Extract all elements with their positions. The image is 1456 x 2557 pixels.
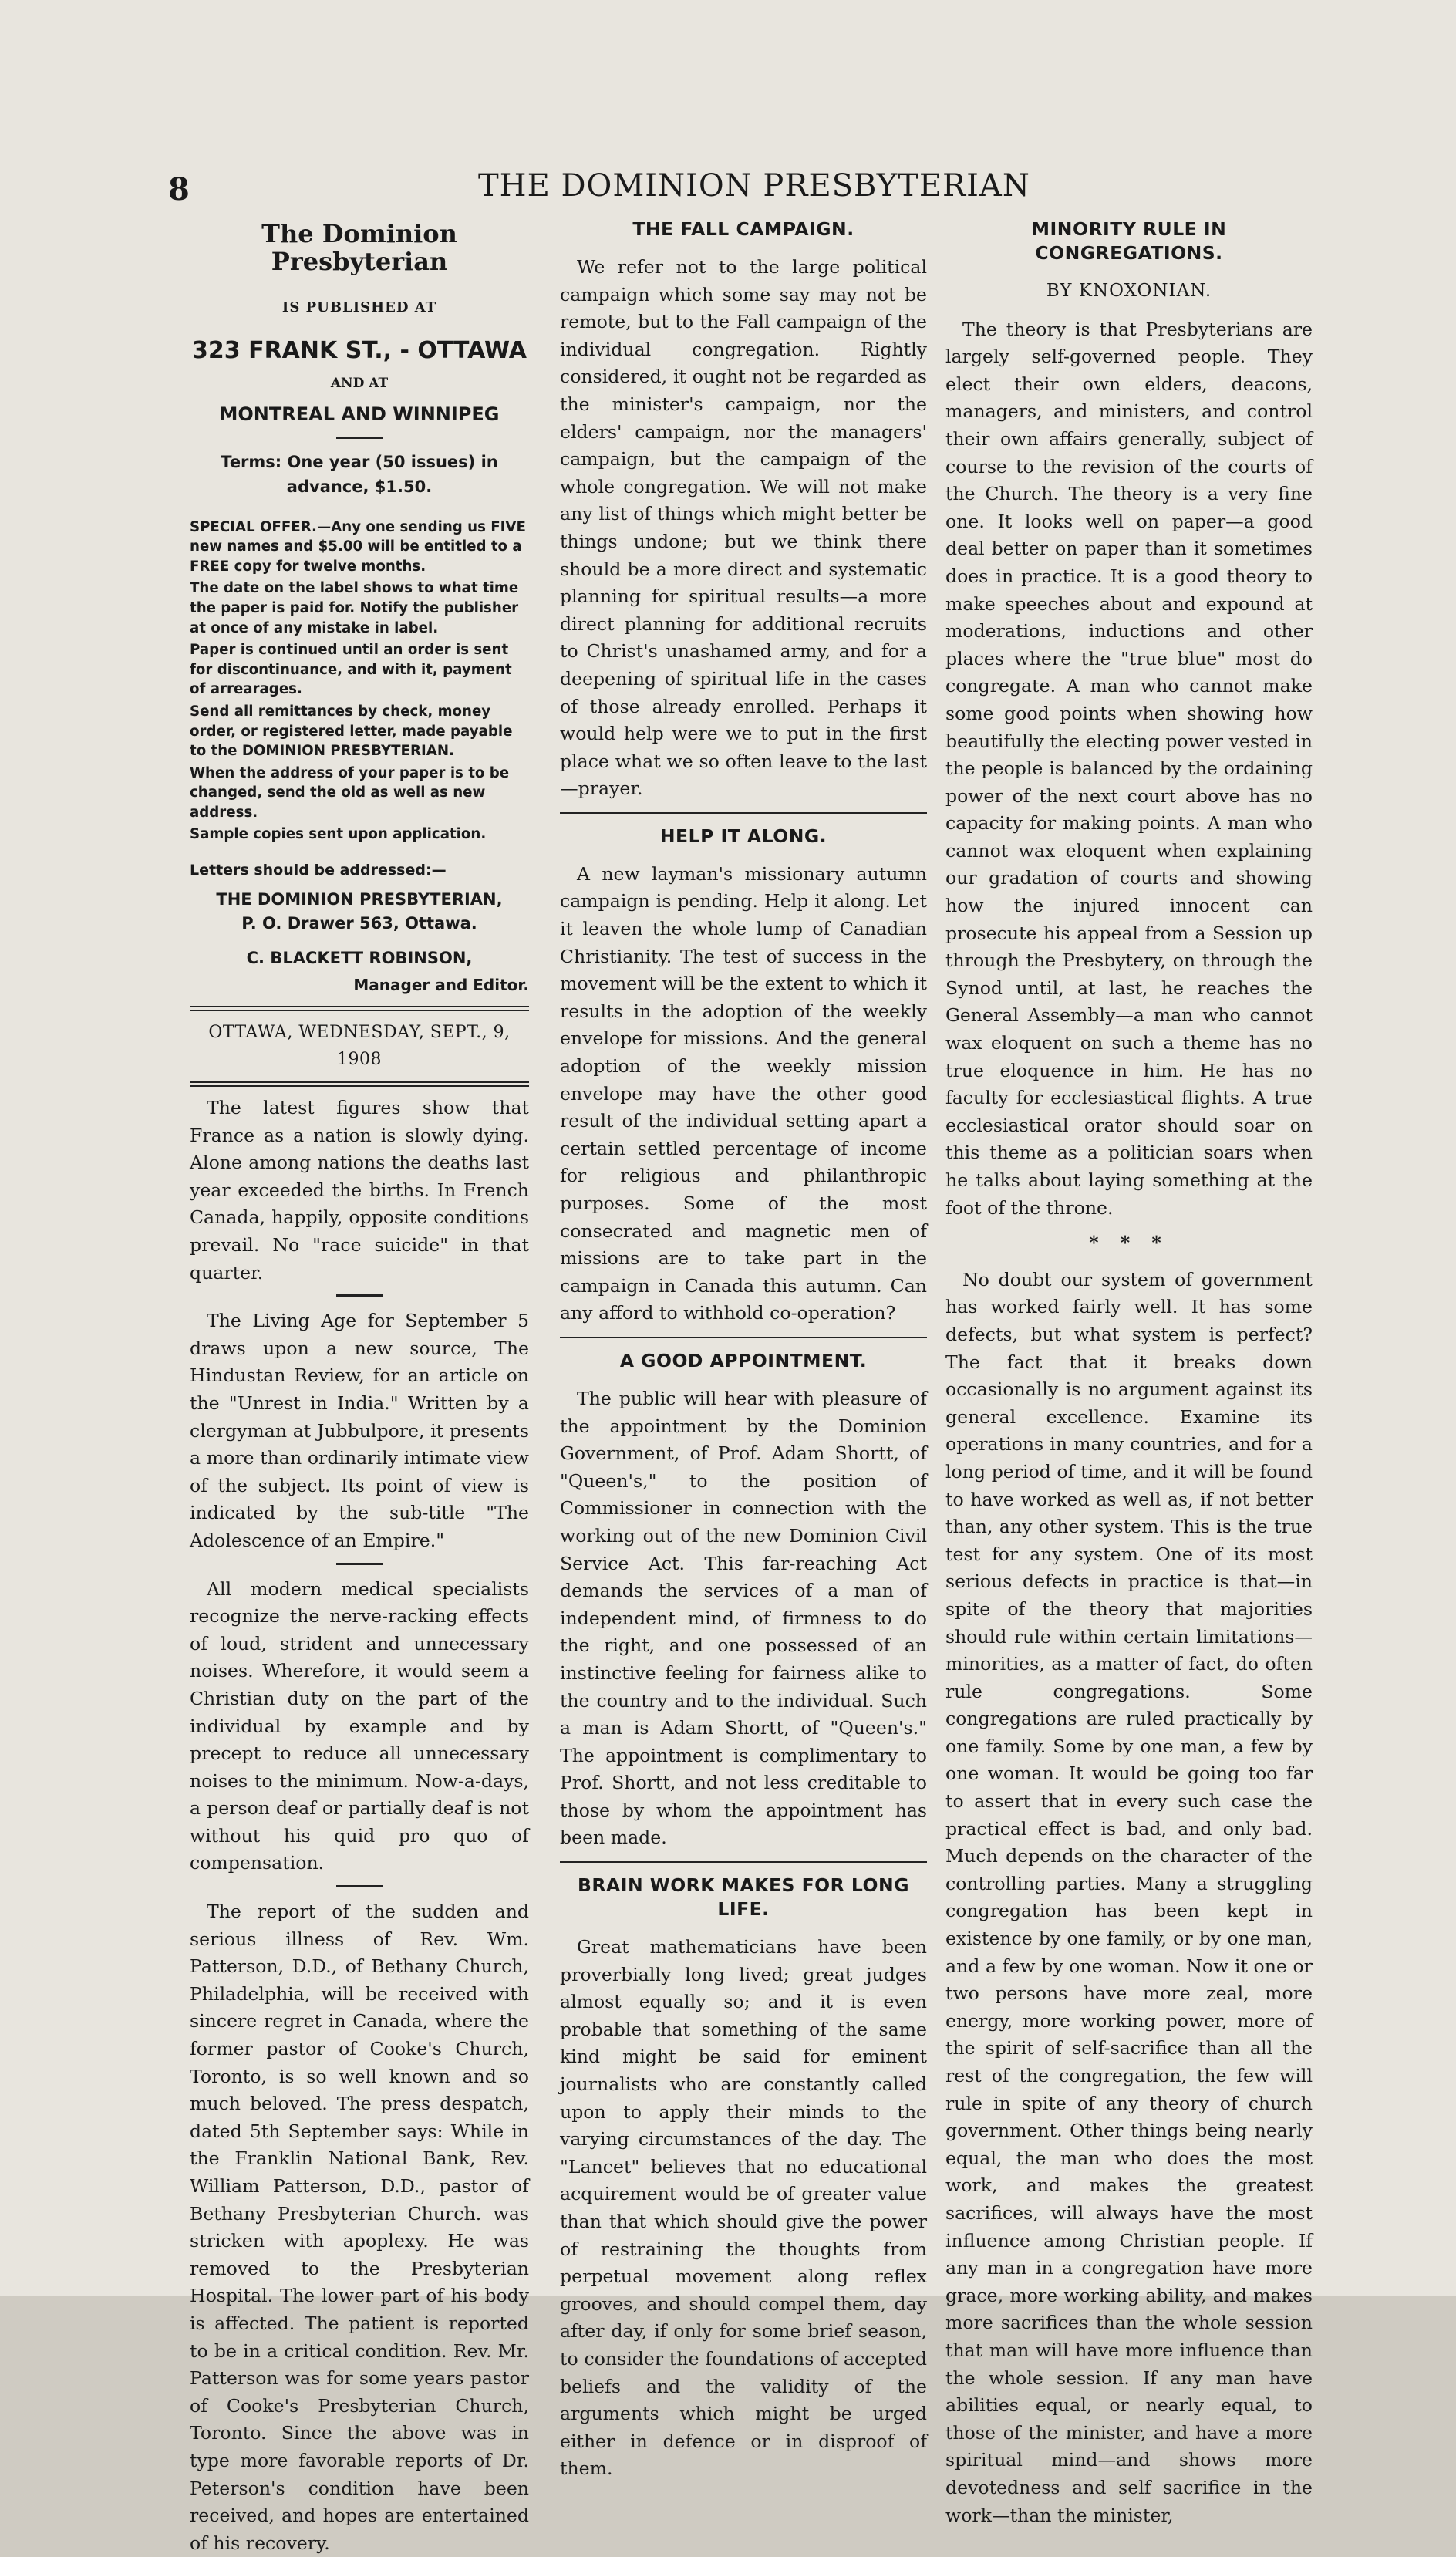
double-rule [190, 1006, 529, 1011]
divider [336, 1885, 383, 1887]
double-rule [190, 1081, 529, 1087]
notice-remittances: Send all remittances by check, money order, or registered letter, made payable to the DOMINION PRESBYTERIAN. [190, 703, 513, 760]
heading-minority-rule: MINORITY RULE IN CONGREGATIONS. [1031, 218, 1227, 264]
divider [560, 1861, 927, 1863]
notice-continued: Paper is continued until an order is sent for discontinuance, and with it, payment of arrearages. [190, 642, 512, 698]
section-break: * * * [1089, 1232, 1169, 1254]
column-right [945, 213, 1313, 2529]
article-fall-campaign: We refer not to the large political campaign which some say may not be remote, but to the Fall campaign of the individual congregation. Rightly considered, it ought not be regarded as the minister's campaign, nor the elders' campaign, nor the managers' campaign, but the campaign of the whole congregation. We will not make any list of things which might better be things undone; but we think there should be a more direct and systematic planning for spiritual results—a more direct planning for additional recruits to Christ's unashamed army, and for a deepening of spiritual life in the cases of those already enrolled. Perhaps it would help were we to put in the first place what we so often leave to the last—prayer. [560, 256, 927, 800]
article-help-it-along: A new layman's missionary autumn campaign is pending. Help it along. Let it leaven the whole lump of Canadian Christianity. The test of success in the movement will be the extent to which it results in the adoption of the weekly envelope for missions. And the general adoption of the weekly mission envelope may have the other good result of the individual setting apart a certain settled percentage of income for religious and philanthropic purposes. Some of the most consecrated and magnetic men of missions are to take part in the campaign in Canada this autumn. Can any afford to withhold co-operation? [560, 862, 927, 1324]
and-at-label: AND AT [330, 376, 389, 392]
masthead-title: The Dominion Presbyterian [261, 219, 457, 276]
article-brain-work: Great mathematicians have been proverbially long lived; great judges almost equally so; and it is even probable that something of the same kind might be said for eminent journalists who are constantly called upon to apply their minds to the varying circumstances of the day. The "Lancet" believes that no educational acquirement would be of greater value than that which should give the power of restraining the thoughts from perpetual movement along reflex grooves, and should compel them, day after day, if only for some brief season, to consider the foundations of accepted beliefs and the validity of the arguments which might be urged either in defence or in disproof of them. [560, 1936, 927, 2480]
divider [336, 437, 383, 439]
divider [336, 1563, 383, 1565]
published-at: IS PUBLISHED AT [281, 299, 437, 316]
branch-cities: MONTREAL AND WINNIPEG [219, 403, 500, 425]
editor-title: Manager and Editor. [353, 976, 529, 995]
divider [336, 1294, 383, 1297]
letters-box: P. O. Drawer 563, Ottawa. [241, 913, 477, 933]
divider [560, 1337, 927, 1338]
paragraph-patterson: The report of the sudden and serious illness of Rev. Wm. Patterson, D.D., of Bethany Church, Philadelphia, will be received with sincere regret in Canada, where the former pastor of Cooke's Church, Toronto, is so well known and so much beloved. The press despatch, dated 5th September says: While in the Franklin National Bank, Rev. William Patterson, D.D., pastor of Bethany Presbyterian Church. was stricken with apoplexy. He was removed to the Presbyterian Hospital. The lower part of his body is affected. The patient is reported to be in a critical condition. Rev. Mr. Patterson was for some years pastor of Cooke's Presbyterian Church, Toronto. Since the above was in type more favorable reports of Dr. Peterson's condition have been received, and hopes are entertained of his recovery. [190, 1901, 529, 2554]
paragraph-living-age: The Living Age for September 5 draws upon a new source, The Hindustan Review, for an article on the "Unrest in India." Written by a clergyman at Jubbulpore, it presents a more than ordinarily intimate view of the subject. Its point of view is indicated by the sub-title "The Adolescence of an Empire." [190, 1310, 529, 1551]
article-minority-rule-part2: No doubt our system of government has worked fairly well. It has some defects, but what system is perfect? The fact that it breaks down occasionally is no argument against its general excellence. Examine its operations in many countries, and for a long period of time, and it will be found to have worked as well as, if not better than, any other system. This is the true test for any system. One of its most serious defects in practice is that—in spite of the theory that majorities should rule within certain limitations—minorities, as a matter of fact, do often rule congregations. Some congregations are ruled practically by one family. Some by one man, a few by one woman. It would be going too far to assert that in every such case the practical effect is bad, and only bad. Much depends on the character of the controlling parties. Many a struggling congregation has been kept in existence by one family, or by one man, and a few by one woman. Now it one or two persons have more zeal, more energy, more working power, more of the spirit of self-sacrifice than all the rest of the congregation, the few will rule in spite of any theory of church government. Other things being nearly equal, the man who does the most work, and makes the greatest sacrifices, will always have the most influence among Christian people. If any man in a congregation have more grace, more working ability, and makes more sacrifices than the whole session that man will have more influence than the whole session. If any man have abilities equal, or nearly equal, to those of the minister, and have a more spiritual mind—and shows more devotedness and self sacrifice in the work—than the minister, [945, 1268, 1313, 2526]
column-middle [560, 213, 927, 2483]
divider [560, 812, 927, 814]
notice-address-change: When the address of your paper is to be changed, send the old as well as new address. [190, 764, 510, 821]
byline: BY KNOXONIAN. [1046, 281, 1212, 301]
paragraph-noises: All modern medical specialists recognize the nerve-racking effects of loud, strident and unnecessary noises. Wherefore, it would seem a Christian duty on the part of the individual by example and by precept to reduce all unnecessary noises to the minimum. Now-a-days, a person deaf or partially deaf is not without his quid pro quo of compensation. [190, 1577, 529, 1874]
letters-name: THE DOMINION PRESBYTERIAN, [216, 889, 503, 909]
dateline: OTTAWA, WEDNESDAY, SEPT., 9, 1908 [208, 1022, 511, 1070]
heading-fall-campaign: THE FALL CAMPAIGN. [632, 218, 854, 240]
subscription-terms: Terms: One year (50 issues) in advance, $1.50. [221, 452, 498, 496]
column-left [190, 213, 529, 2557]
notice-special-offer: SPECIAL OFFER.—Any one sending us FIVE new names and $5.00 will be entitled to a FREE copy for twelve months. [190, 518, 526, 575]
heading-help-it-along: HELP IT ALONG. [659, 825, 827, 847]
paragraph-france: The latest figures show that France as a nation is slowly dying. Alone among nations the deaths last year exceeded the births. In French Canada, happily, opposite conditions prevail. No "race suicide" in that quarter. [190, 1097, 529, 1284]
page-number: 8 [168, 171, 190, 207]
notice-label-date: The date on the label shows to what time the paper is paid for. Notify the publisher at once of any mistake in label. [190, 580, 519, 636]
article-good-appointment: The public will hear with pleasure of the appointment by the Dominion Government, of Prof. Adam Shortt, of "Queen's," to the position of Commissioner in connection with the working out of the new Dominion Civil Service Act. This far-reaching Act demands the services of a man of independent mind, of firmness to do the right, and one possessed of an instinctive feeling for fairness alike to the country and to the individual. Such a man is Adam Shortt, of "Queen's." The appointment is complimentary to Prof. Shortt, and not less creditable to those by whom the appointment has been made. [560, 1387, 927, 1849]
heading-brain-work: BRAIN WORK MAKES FOR LONG LIFE. [578, 1874, 909, 1921]
notice-sample-copies: Sample copies sent upon application. [190, 826, 487, 843]
editor-name: C. BLACKETT ROBINSON, [246, 948, 473, 967]
letters-label: Letters should be addressed:— [190, 862, 447, 879]
article-minority-rule-part1: The theory is that Presbyterians are largely self-governed people. They elect their own elders, deacons, managers, and ministers, and control their own affairs generally, subject of course to the revision of the courts of the Church. The theory is a very fine one. It looks well on paper—a good deal better on paper than it sometimes does in practice. It is a good theory to make speeches about and expound at moderations, inductions and other places where the "true blue" most do congregate. A man who cannot make some good points when showing how beautifully the electing power vested in the people is balanced by the ordaining power of the next court above has no capacity for making points. A man who cannot wax eloquent when explaining our gradation of courts and showing how the injured innocent can prosecute his appeal from a Session up through the Presbytery, on through the Synod until, at last, he reaches the General Assembly—a man who cannot wax eloquent on such a theme has no true eloquence in him. He has no faculty for ecclesiastical flights. A true ecclesiastical orator should soar on this theme as a politician soars when he talks about laying something at the foot of the throne. [945, 318, 1313, 1219]
running-head: THE DOMINION PRESBYTERIAN [478, 168, 1030, 204]
heading-good-appointment: A GOOD APPOINTMENT. [619, 1349, 868, 1371]
office-address: 323 FRANK ST., - OTTAWA [192, 336, 527, 364]
